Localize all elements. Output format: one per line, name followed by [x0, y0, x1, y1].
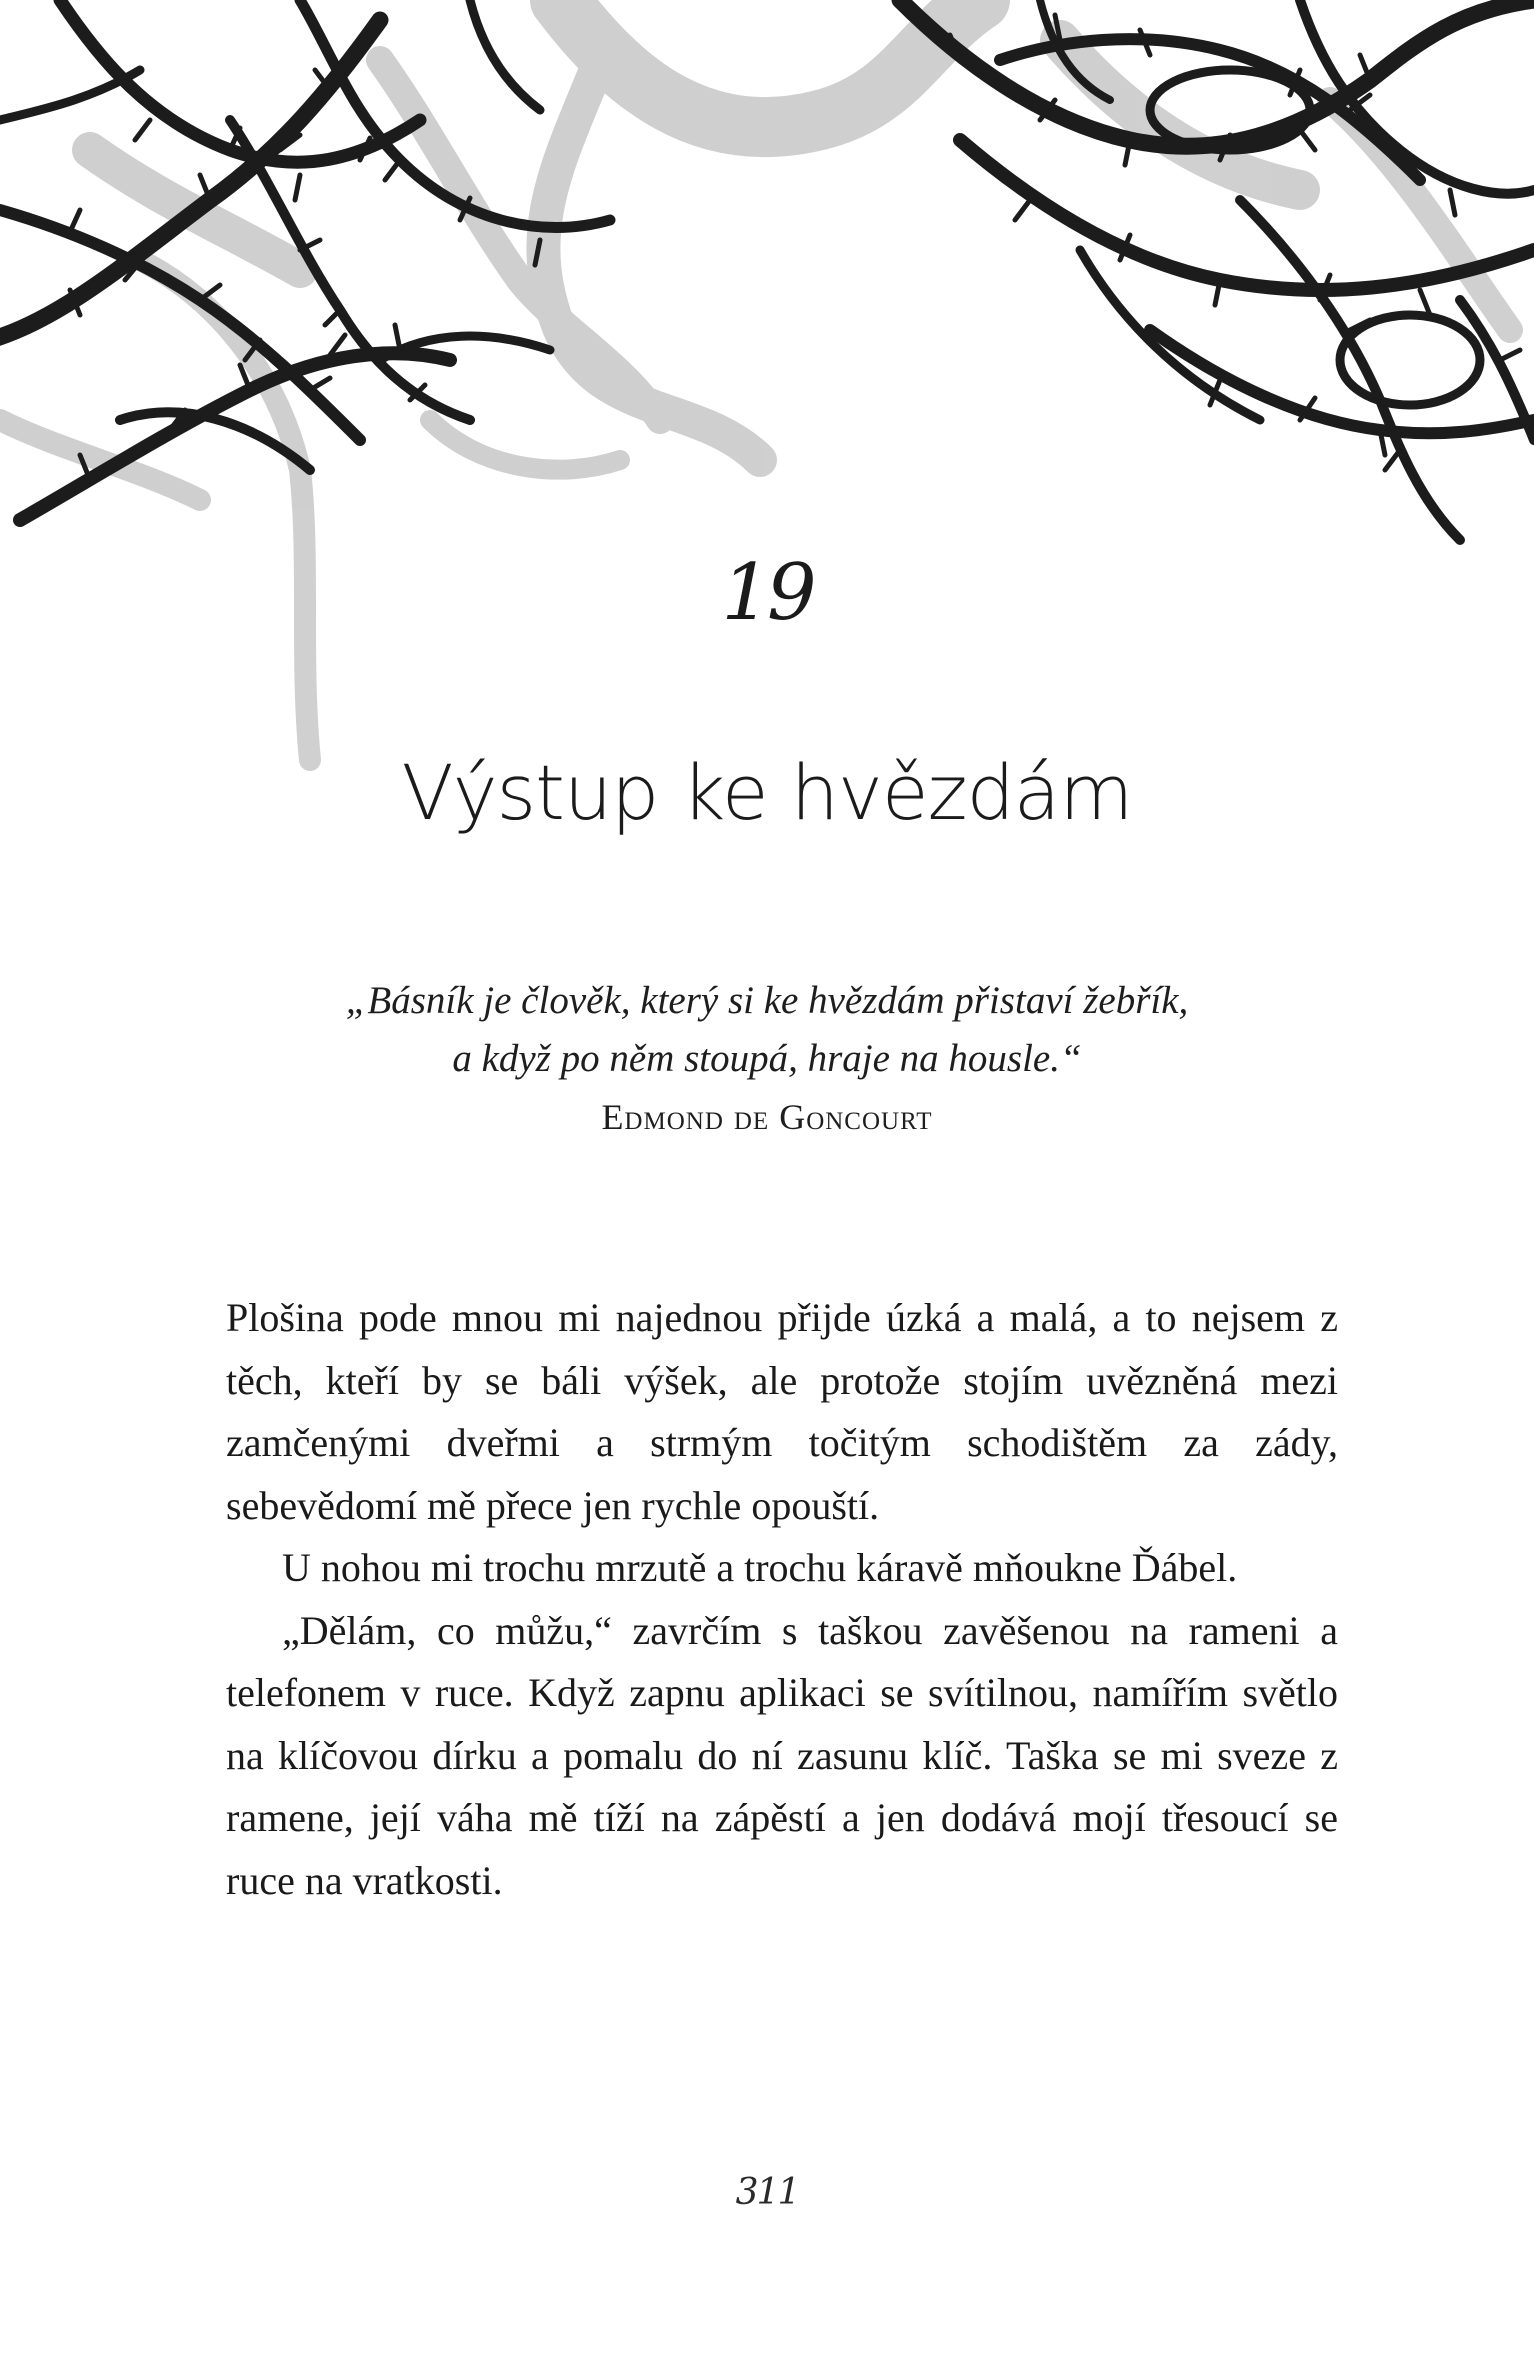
chapter-body [226, 1287, 1338, 1912]
chapter-number: 19 [721, 548, 813, 638]
thorn-vines-right [900, 0, 1534, 540]
thorn-shadows [0, 0, 1510, 760]
thorn-branches-illustration [0, 0, 1534, 800]
page-number: 311 [735, 2172, 799, 2213]
epigraph-quote-line-1: „Básník je člověk, který si ke hvězdám přistaví žebřík, [345, 979, 1189, 1022]
epigraph [0, 972, 1534, 1146]
epigraph-author: Edmond de Goncourt [601, 1097, 933, 1137]
paragraph-3: „Dělám, co můžu,“ zavrčím s taškou zavěšenou na rameni a telefonem v ruce. Když zapnu aplikaci se svítilnou, namířím světlo na klíčovou dírku a pomalu do ní zasunu klíč. Taška se mi sveze z ramene, její váha mě tíží na zápěstí a jen dodává mojí třesoucí se ruce na vratkosti. [226, 1607, 1338, 1903]
paragraph-2: U nohou mi trochu mrzutě a trochu káravě mňoukne Ďábel. [282, 1545, 1238, 1590]
epigraph-quote-line-2: a když po něm stoupá, hraje na housle.“ [452, 1037, 1082, 1080]
paragraph-1: Plošina pode mnou mi najednou přijde úzká a malá, a to nejsem z těch, kteří by se báli výšek, ale protože stojím uvězněná mezi zamčenými dveřmi a strmým točitým schodištěm za zády, sebevědomí mě přece jen rychle opouští. [226, 1295, 1338, 1528]
chapter-title: Výstup ke hvězdám [401, 748, 1133, 837]
